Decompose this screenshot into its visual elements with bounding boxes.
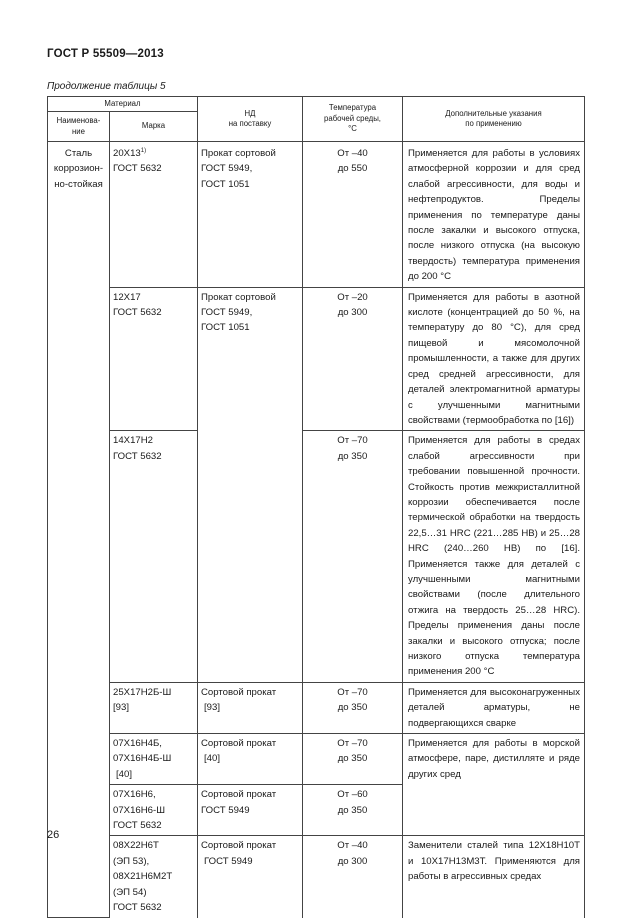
temp-line: От –20: [337, 291, 368, 303]
nd-cell: [198, 431, 303, 683]
grade-line: (ЭП 54): [113, 886, 147, 898]
nd-cell: [198, 785, 303, 836]
nd-line: Сортовой прокат: [201, 840, 277, 852]
grade-line: 12Х17: [113, 291, 141, 303]
document-title: ГОСТ Р 55509—2013: [47, 48, 164, 60]
temp-line: до 350: [337, 450, 368, 462]
nd-line: ГОСТ 5949: [201, 804, 250, 816]
nd-line: ГОСТ 1051: [201, 178, 250, 190]
temp-line: От –40: [337, 148, 368, 159]
header-name: Наименова- ние: [48, 112, 110, 142]
grade-cell: [110, 734, 198, 785]
temperature-cell: [303, 785, 403, 836]
notes-cell: Применяется для работы в азотной кислоте (концентрацией до 50 %, на температуру до 80 °С), для сред пищевой и мясомолочной промышленности, а также для других сред средней агрессивности, для деталей электромагнитной арматуры с улучшенными магнитными свойствами (термообработка по [16]): [403, 287, 585, 431]
table-row: [48, 836, 585, 918]
nd-line: Прокат сортовой: [201, 148, 276, 159]
temperature-cell: [303, 431, 403, 683]
header-nd: НД на поставку: [198, 97, 303, 142]
temp-line: От –40: [337, 840, 368, 852]
grade-line: 07Х16Н4Б-Ш: [113, 753, 172, 765]
table-row: [48, 287, 585, 431]
grade-cell: [110, 431, 198, 683]
grade-line: 08Х21Н6М2Т: [113, 871, 173, 883]
grade-cell: [110, 142, 198, 288]
temperature-cell: [303, 836, 403, 918]
material-name-line: Сталь: [64, 148, 93, 159]
grade-line: 07Х16Н4Б,: [113, 738, 162, 750]
grade-line: ГОСТ 5632: [113, 163, 162, 175]
notes-cell: Применяется для высоконагруженных деталей арматуры, не подвергающихся сварке: [403, 682, 585, 733]
table-caption: Продолжение таблицы 5: [47, 81, 166, 92]
grade-cell: [110, 785, 198, 836]
nd-cell: [198, 287, 303, 431]
grade-cell: [110, 836, 198, 918]
nd-line: Прокат сортовой: [201, 291, 276, 303]
grade-line: 25Х17Н2Б-Ш: [113, 686, 172, 698]
grade-line: 08Х22Н6Т: [113, 840, 159, 852]
nd-line: ГОСТ 5949,: [201, 307, 253, 319]
temperature-cell: [303, 287, 403, 431]
nd-line: ГОСТ 5949,: [201, 163, 253, 175]
table-row: [48, 431, 585, 683]
nd-cell: [198, 734, 303, 785]
materials-table: [47, 96, 585, 918]
notes-cell: Применяется для работы в средах слабой агрессивности при требовании повышенной прочности. Стойкость против межкристаллитной коррозии обеспечивается после термической обработки на твердость 22,5…31 HRC (221…285 HB) и 25…28 HRC (240…260 HB) по [16]. Применяется также для деталей с улучшенными магнитными свойствами (после длительного отжига на твердость 25…28 HRC). Пределы применения даны после закалки и высокого отпуска; после низкого отпуска температура применения 200 °С: [403, 431, 585, 683]
nd-line: ГОСТ 5949: [204, 855, 253, 867]
temp-line: до 300: [337, 307, 368, 319]
nd-cell: [198, 836, 303, 918]
page-number: 26: [47, 829, 60, 841]
notes-cell: Заменители сталей типа 12Х18Н10Т и 10Х17Н13М3Т. Применяются для работы в агрессивных средах: [403, 836, 585, 918]
temp-line: до 350: [337, 702, 368, 714]
grade-line: [40]: [116, 768, 133, 780]
grade-line: ГОСТ 5632: [113, 820, 162, 832]
grade-main: 20Х13: [113, 148, 141, 159]
temp-line: От –70: [337, 738, 368, 750]
grade-line: ГОСТ 5632: [113, 902, 162, 914]
grade-line: ГОСТ 5632: [113, 450, 162, 462]
nd-line: [93]: [204, 702, 221, 714]
material-name-line: но-стойкая: [54, 178, 103, 190]
material-name-line: коррозион-: [53, 163, 104, 175]
material-name-cell: [48, 142, 110, 918]
nd-line: [40]: [204, 753, 221, 765]
grade-line: 14Х17Н2: [113, 435, 154, 447]
temp-line: до 300: [337, 855, 368, 867]
header-material: Материал: [48, 97, 198, 112]
nd-cell: [198, 142, 303, 288]
header-temperature: Температура рабочей среды, °С: [303, 97, 403, 142]
temp-line: От –70: [337, 435, 368, 447]
grade-line: [93]: [113, 702, 130, 714]
grade-line: ГОСТ 5632: [113, 307, 162, 319]
table-row: [48, 734, 585, 785]
nd-line: Сортовой прокат: [201, 686, 277, 698]
grade-line: (ЭП 53),: [113, 855, 150, 867]
nd-line: ГОСТ 1051: [201, 322, 250, 334]
table-row: [48, 142, 585, 288]
temperature-cell: [303, 734, 403, 785]
temperature-cell: [303, 142, 403, 288]
table-row: [48, 682, 585, 733]
grade-line: 07Х16Н6-Ш: [113, 804, 165, 816]
grade-line: 07Х16Н6,: [113, 789, 156, 801]
nd-line: Сортовой прокат: [201, 738, 277, 750]
temp-line: От –70: [337, 686, 368, 698]
notes-cell: Применяется для работы в условиях атмосферной коррозии и для сред слабой агрессивности, для воды и нефтепродуктов. Пределы применения по температуре даны после закалки и высокого отпуска, после низкого отпуска (на высокую твердость) температура применения до 200 °С: [403, 142, 585, 288]
temp-line: От –60: [337, 789, 368, 801]
nd-line: Сортовой прокат: [201, 789, 277, 801]
grade-line: [113, 146, 194, 161]
header-notes: Дополнительные указания по применению: [403, 97, 585, 142]
temp-line: до 350: [337, 804, 368, 816]
notes-cell: Применяется для работы в морской атмосфере, паре, дистилляте и ряде других сред: [403, 734, 585, 836]
temp-line: до 350: [337, 753, 368, 765]
footnote-mark: 1): [140, 147, 147, 154]
nd-cell: [198, 682, 303, 733]
grade-cell: [110, 287, 198, 431]
grade-cell: [110, 682, 198, 733]
header-grade: Марка: [110, 112, 198, 142]
temperature-cell: [303, 682, 403, 733]
temp-line: до 550: [337, 163, 368, 175]
